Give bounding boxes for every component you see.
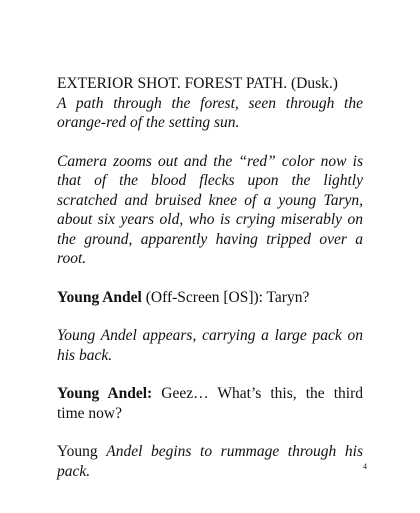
action-text-2: Camera zooms out and the “red” color now is that of the blood flecks upon the lightly scratched and bruised knee of a young Taryn, about six years old, who is crying miserably on the ground, apparently having tripped over a root. (57, 152, 363, 267)
dialogue-text-1: Taryn? (266, 288, 310, 306)
action-lead-4: Young (57, 443, 107, 460)
action-text-3: Young Andel appears, carrying a large pack on his back. (57, 327, 363, 364)
dialogue-line-2 (57, 384, 363, 423)
action-text-1: A path through the forest, seen through the orange-red of the setting sun. (57, 94, 363, 131)
dialogue-line-1 (57, 288, 363, 308)
screenplay-body (57, 74, 363, 500)
speaker-name-1: Young Andel (57, 288, 142, 306)
action-text-4: Andel begins to rummage through his pack. (57, 443, 363, 480)
action-paragraph-2 (57, 152, 363, 269)
action-paragraph-4 (57, 442, 363, 481)
action-paragraph-1 (57, 94, 363, 133)
dialogue-text-2: Geez… What’s this, the third time now? (57, 385, 363, 422)
speaker-name-2: Young Andel: (57, 385, 153, 402)
action-paragraph-3 (57, 326, 363, 365)
scene-heading (57, 74, 363, 94)
scene-heading-text: EXTERIOR SHOT. FOREST PATH. (Dusk.) (57, 75, 338, 92)
parenthetical-1: (Off-Screen [OS]): (141, 288, 267, 306)
page-number: 4 (363, 462, 367, 471)
